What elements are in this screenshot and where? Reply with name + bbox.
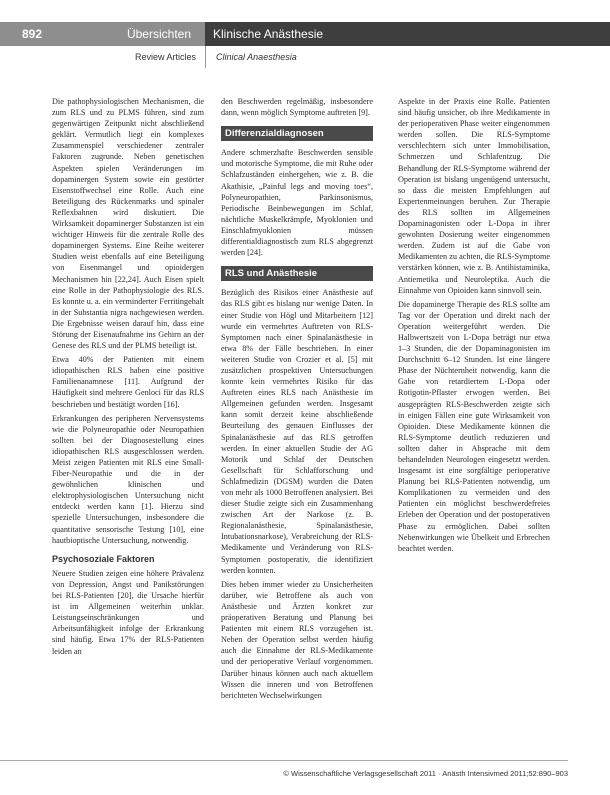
paragraph: den Beschwerden regelmäßig, insbesondere dann, wenn möglich Symptome auftreten [9].	[221, 97, 373, 118]
paragraph: Neuere Studien zeigen eine höhere Prävalenz von Depression, Angst und Panikstörungen bei RLS-Patienten [20], die Ursache hierfür ist im Allgemeinen weiterhin unklar. Leistungseinschränkungen und Arbeitsunfähigkeit infolge der Erkrankung sind häufig. Etwa 17% der RLS-Patienten leiden an	[52, 568, 204, 656]
paragraph: Dies heben immer wieder zu Unsicherheiten darüber, wie Betroffene als auch von Anästhesie und Ärzten konkret zur präoperativen Beratung und Planung bei Patienten mit einem RLS vorzugehen ist. Neben der Operation selbst werden häufig auch die Einnahme der RLS-Medikamente und der perioperative Verlauf vorgenommen. Darüber hinaus können auch nach aktuellem Wissen die inneren und von Betroffenen berichteten Wechselwirkungen	[221, 579, 373, 700]
paragraph: Erkrankungen des peripheren Nervensystems wie die Polyneuropathie oder Neuropathien sollten bei der Diagnosestellung eines idiopathischen RLS ausgeschlossen werden. Meist zeigen Patienten mit RLS eine Small-Fiber-Neuropathie und die in der gewöhnlichen klinischen und elektrophysiologischen Untersuchung nicht entdeckt werden kann [1]. Hierzu sind spezielle Untersuchungen, insbesondere die quantitative sensorische Testung [10], eine hautbioptische Untersuchung, notwendig.	[52, 413, 204, 545]
section-heading: Differenzialdiagnosen	[221, 126, 373, 141]
section-tab-right: Klinische Anästhesie	[213, 27, 324, 41]
text-column-3	[398, 96, 550, 557]
subtitle-right: Clinical Anaesthesia	[216, 52, 297, 62]
paragraph: Die dopaminerge Therapie des RLS sollte am Tag vor der Operation und direkt nach der Operation weitergeführt werden. Die Halbwertszeit von L-Dopa beträgt nur etwa 1–3 Stunden, die der Dopaminagonisten im Durchschnitt 6–12 Stunden. Ist eine längere Phase der Nüchternheit notwendig, kann die Gabe von retardiertem L-Dopa oder Rotigotin-Pflaster erwogen werden. Bei ausgeprägten RLS-Beschwerden zeigte sich in einigen Fällen eine gute Wirksamkeit von Opioiden. Diese Medikamente können die RLS-Symptome deutlich reduzieren und sollten daher in Absprache mit dem behandelnden Neurologen eingesetzt werden. Insgesamt ist eine sorgfältige perioperative Planung bei RLS-Patienten notwendig, um Komplikationen zu vermeiden und den Patienten ein möglichst beschwerdefreies Erleben der Operation und der postoperativen Phase zu ermöglichen. Dabei sollten Nebenwirkungen wie Übelkeit und Erbrechen beachtet werden.	[398, 299, 550, 553]
paragraph: Aspekte in der Praxis eine Rolle. Patienten sind häufig unsicher, ob ihre Medikamente in der perioperativen Phase weiter eingenommen werden sollen. Die RLS-Symptome verschlechtern sich unter Immobilisation, Schmerzen und Schlafentzug. Die Behandlung der RLS-Symptome während der Operation ist bislang ungenügend untersucht, so dass die meisten Empfehlungen auf Expertenmeinungen beruhen. Zur Therapie des RLS sollten im Allgemeinen Dopaminagonisten oder L-Dopa in ihrer gewohnten Dosierung weiter eingenommen werden. Zudem ist auf die Gabe von Medikamenten zu achten, die RLS-Symptome verstärken können, wie z. B. Antihistaminika, Antiemetika und Neuroleptika. Auch die Einnahme von Opioiden kann sinnvoll sein.	[398, 97, 550, 295]
header-left-block	[0, 22, 205, 46]
header-divider	[205, 46, 206, 68]
section-tab-left: Übersichten	[126, 27, 191, 41]
page-footer	[0, 760, 568, 785]
header-bar	[0, 22, 610, 46]
paragraph: Die pathophysiologischen Mechanismen, die zum RLS und zu PLMS führen, sind zum gegenwärtigen Zeitpunkt nicht abschließend geklärt. Vermutlich liegt ein komplexes Zusammenspiel verschiedener zentraler Faktoren zugrunde. Neben genetischen Aspekten spielen Veränderungen im dopaminergen System sowie ein gestörter Eisenstoffwechsel eine Rolle. Auch eine Beteiligung des Rückenmarks und spinaler Reflexbahnen wird diskutiert. Die Wirksamkeit dopaminerger Substanzen ist ein wichtiger Hinweis für die zentrale Rolle des dopaminergen Systems. Eine Reihe weiterer Studien weist ebenfalls auf eine Beteiligung von Eisenmangel und opioidergen Mechanismen hin [22,24]. Auch Eisen spielt eine Rolle in der Pathophysiologie des RLS. Es konnte u. a. ein verminderter Ferritingehalt in der Substantia nigra nachgewiesen werden. Die Ergebnisse weisen darauf hin, dass eine Störung der Eisenaufnahme ins Gehirn an der Genese des RLS und der PLMS beteiligt ist.	[52, 97, 204, 351]
text-column-2	[221, 96, 373, 704]
subtitle-left: Review Articles	[135, 52, 197, 62]
paragraph: Etwa 40% der Patienten mit einem idiopathischen RLS haben eine positive Familienanamnese [11]. Aufgrund der Häufigkeit sind mehrere Genloci für das RLS beschrieben und bestätigt worden [16].	[52, 355, 204, 409]
page-number: 892	[22, 27, 43, 41]
header-right-block	[205, 22, 610, 46]
section-heading: Psychosoziale Faktoren	[52, 553, 155, 564]
paragraph: Andere schmerzhafte Beschwerden sensible und motorische Symptome, die mit Ruhe oder Schlafzuständen einhergehen, wie z. B. die Akathisie, „Painful legs and moving toes“, Polyneuropathien, Parkinsonismus, Periodische Beinbewegungen im Schlaf, nächtliche Muskelkrämpfe, Myoklonien und Einschlafmyoklonien müssen differentialdiagnostisch zum RLS abgegrenzt werden [24].	[221, 148, 373, 258]
paragraph: Bezüglich des Risikos einer Anästhesie auf das RLS gibt es bislang nur wenige Daten. In einer Studie von Högl und Mitarbeitern [12] wurde ein vermehrtes Auftreten von RLS-Symptomen nach einer Spinalanästhesie in etwa 8% der Fälle beschrieben. In einer weiteren Studie von Crozier et al. [5] mit zusätzlichen prospektiven Untersuchungen konnte kein vermehrtes Risiko für das Auftreten eines RLS nach Anästhesie im Allgemeinen gefunden werden. Insgesamt kann somit derzeit keine abschließende Beurteilung des genauen Einflusses der Spinalanästhesie auf das RLS getroffen werden. In einer aktuellen Studie der AG Motorik und Schlaf der Deutschen Gesellschaft für Schlafforschung und Schlafmedizin (DGSM) wurden die Daten von mehr als 1000 Betroffenen analysiert. Bei dieser Studie zeigte sich ein Zusammenhang zwischen Art der Narkose (z. B. Regionalanästhesie, Spinalanästhesie, Intubationsnarkose), Verabreichung der RLS-Medikamente und Veränderung von RLS-Symptomen postoperativ, die identifiziert werden konnten.	[221, 288, 373, 575]
footer-copyright: © Wissenschaftliche Verlagsgesellschaft 2011 · Anästh Intensivmed 2011;52:890–903	[283, 768, 568, 778]
section-heading: RLS und Anästhesie	[221, 266, 373, 281]
text-column-1	[52, 96, 204, 660]
